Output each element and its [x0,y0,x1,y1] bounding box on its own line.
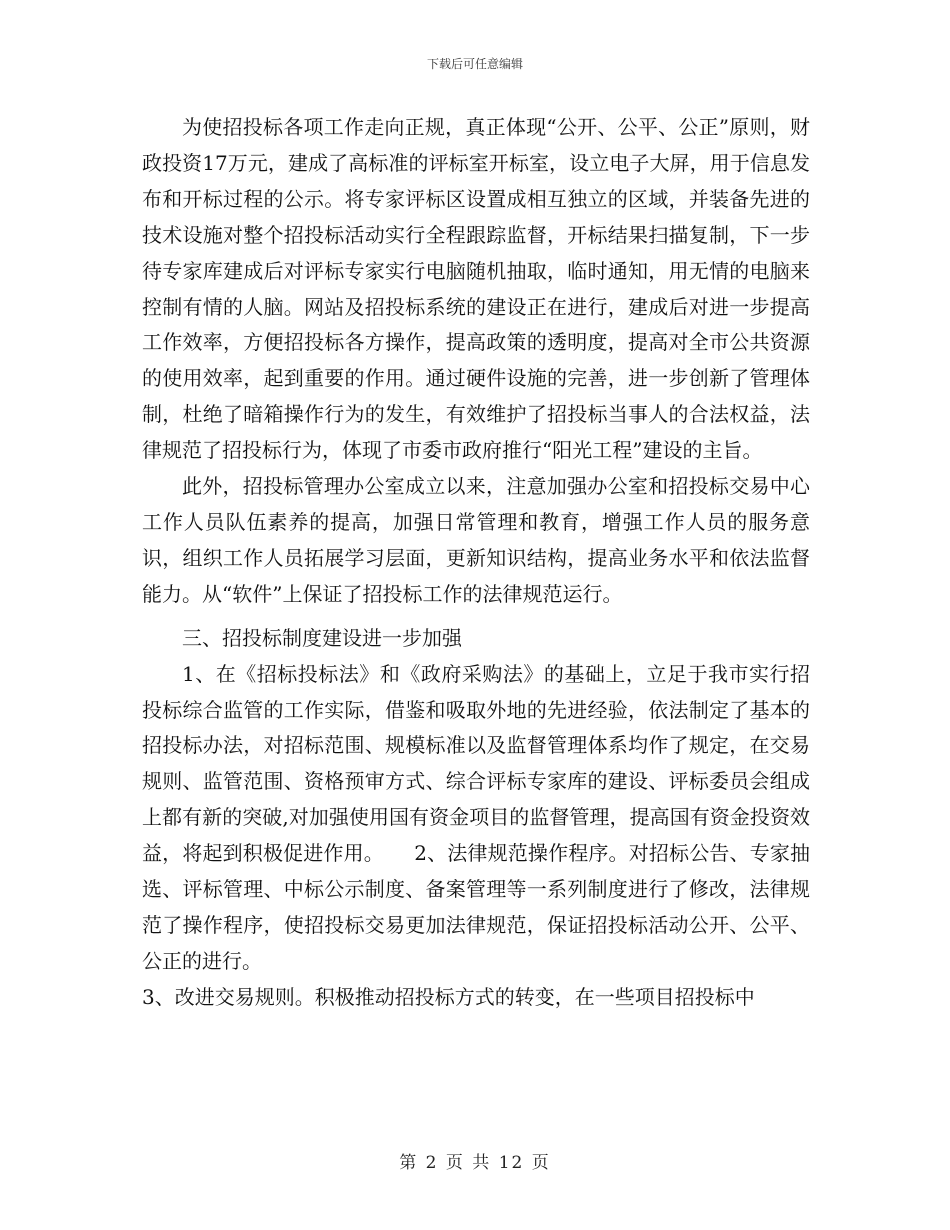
document-body [142,110,810,1016]
paragraph-rules-3: 3、改进交易规则。积极推动招投标方式的转变，在一些项目招投标中 [142,984,755,1009]
paragraph-rules-1-2: 1、在《招标投标法》和《政府采购法》的基础上，立足于我市实行招投标综合监管的工作实际，借鉴和吸取外地的先进经验，依法制定了基本的招投标办法，对招标范围、规模标准以及监督管理体系均作了规定，在交易规则、监管范围、资格预审方式、综合评标专家库的建设、评标委员会组成上都有新的突破,对加强使用国有资金项目的监督管理，提高国有资金投资效益，将起到积极促进作用。 2、法律规范操作程序。对招标公告、专家抽选、评标管理、中标公示制度、备案管理等一系列制度进行了修改，法律规范了操作程序，使招投标交易更加法律规范，保证招投标活动公开、公平、公正的进行。 [142,661,810,973]
page-header-note: 下载后可任意编辑 [426,57,523,71]
paragraph-facilities: 为使招投标各项工作走向正规，真正体现“公开、公平、公正”原则，财政投资17万元，建成了高标准的评标室开标室，设立电子大屏，用于信息发布和开标过程的公示。将专家评标区设置成相互独立的区域，并装备先进的技术设施对整个招投标活动实行全程跟踪监督，开标结果扫描复制，下一步待专家库建成后对评标专家实行电脑随机抽取，临时通知，用无情的电脑来控制有情的人脑。网站及招投标系统的建设正在进行，建成后对进一步提高工作效率，方便招投标各方操作，提高政策的透明度，提高对全市公共资源的使用效率，起到重要的作用。通过硬件设施的完善，进一步创新了管理体制，杜绝了暗箱操作行为的发生，有效维护了招投标当事人的合法权益，法律规范了招投标行为，体现了市委市政府推行“阳光工程”建设的主旨。 [142,115,810,463]
section-heading-3: 三、招投标制度建设进一步加强 [182,625,462,650]
page-number-footer: 第 2 页 共 12 页 [399,1153,551,1173]
paragraph-staff: 此外，招投标管理办公室成立以来，注意加强办公室和招投标交易中心工作人员队伍素养的提高，加强日常管理和教育，增强工作人员的服务意识，组织工作人员拓展学习层面，更新知识结构，提高业务水平和依法监督能力。从“软件”上保证了招投标工作的法律规范运行。 [142,474,810,606]
